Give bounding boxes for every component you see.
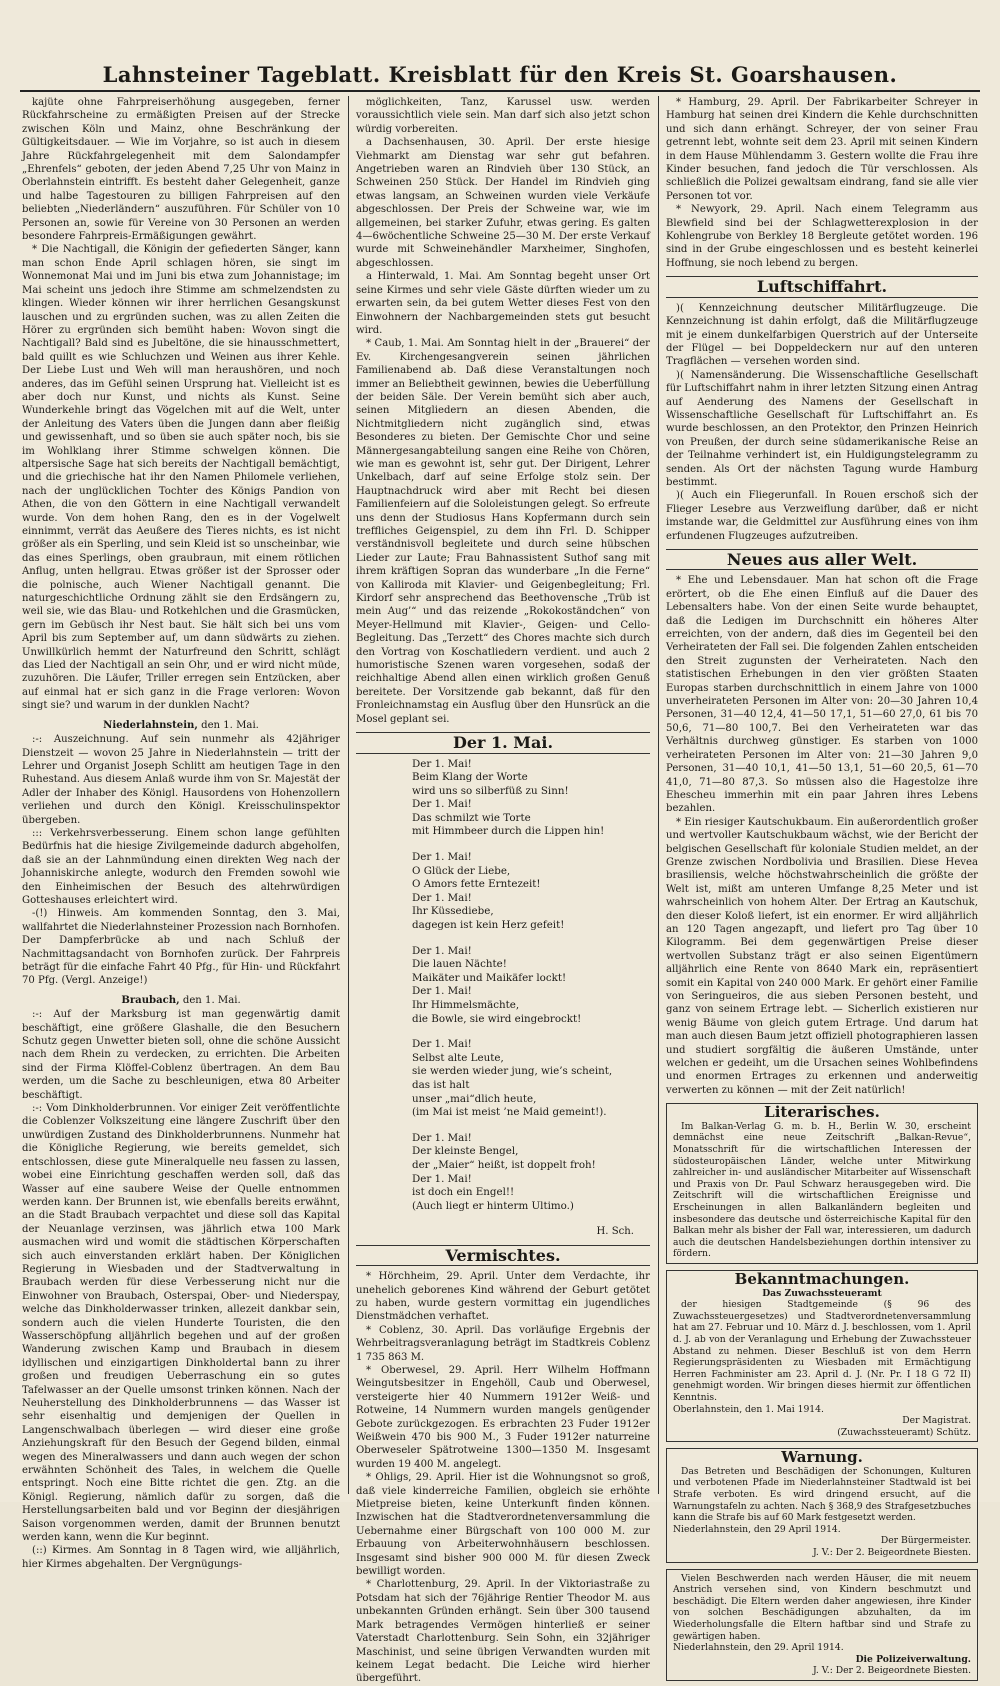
poem-line: das ist halt — [412, 1078, 470, 1091]
article-hoerchheim: * Hörchheim, 29. April. Unter dem Verdachte, ihr unehelich geborenes Kind während der Geburt getötet zu haben, wurde gestern vormittag ein jugendliches Dienstmädchen verhaftet. — [356, 1271, 650, 1323]
literary-notice — [666, 1103, 978, 1264]
police-signatory: J. V.: Der 2. Beigeordnete Biesten. — [812, 1665, 971, 1677]
announcement-office: Der Magistrat. — [902, 1415, 971, 1427]
article-namensaenderung: )( Namensänderung. Die Wissenschaftliche Gesellschaft für Luftschiffahrt nahm in ihrer letzten Sitzung einen Antrag auf Aenderung des Namens der Gesellschaft in Wissenschaftliche Gesellschaft für Luftschiffahrt an. Es wurde beschlossen, an den Protektor, den Prinzen Heinrich von Preußen, der durch seine südamerikanische Reise an der Teilnahme verhindert ist, ein Huldigungstelegramm zu senden. Als Ort der nächsten Tagung wurde Hamburg bestimmt. — [666, 369, 978, 488]
article-charlottenburg: * Charlottenburg, 29. April. In der Viktoriastraße zu Potsdam hat sich der 76jährige Rentier Theodor M. aus unbekannten Gründen erhängt. Sein über 300 tausend Mark betragendes Vermögen hinterließ er seiner Vaterstadt Charlottenburg. Sein Sohn, ein 32jähriger Maschinist, und seine übrigen Verwandten wurden mit keinem Legat bedacht. Die Leiche wird hierher übergeführt. — [356, 1579, 650, 1685]
article-caub: * Caub, 1. Mai. Am Sonntag hielt in der „Brauerei“ der Ev. Kirchengesangverein seinen jährlichen Familienabend ab. Daß diese Veranstaltungen noch immer an Beliebtheit gewinnen, bewies die Ueberfüllung der beiden Säle. Der Verein bemüht sich aber auch, seinen Mitgliedern an diesen Abenden, die Nichtmitgliedern nicht zugänglich sind, etwas Besonderes zu bieten. Der Gemischte Chor und seine Männergesangabteilung sangen eine Reihe von Chören, wie man es gewohnt ist, sehr gut. Der Dirigent, Lehrer Unkelbach, darf auf seine Erfolge stolz sein. Der Hauptnachdruck wird aber mit Recht bei diesen Familienfeiern auf die Sololeistungen gelegt. So erfreute uns denn der Studiosus Hans Kopfermann durch sein treffliches Geigenspiel, zu dem ihn Frl. D. Schipper verständnisvoll begleitete und durch seine hübschen Lieder zur Laute; Frau Bahnassistent Suthof sang mit ihrem kräftigen Sopran das wunderbare „In die Ferne“ von Kalliroda mit Klavier- und Geigenbegleitung; Frl. Kirdorf sehr ansprechend das Beethovensche „Trüb ist mein Aug’“ und das reizende „Rokokoständchen“ von Meyer-Hellmund mit Klavier-, Geigen- und Cello-Begleitung. Das „Terzett“ des Chores machte sich durch den Vortrag von Koschatliedern verdient. und auch 2 humoristische Szenen waren vorgesehen, sodaß der reichhaltige Abend allen einen wirklich großen Genuß bereitete. Der Vorsitzende gab bekannt, daß für den Fronleichnamstag ein Ausflug über den Hunsrück an die Mosel geplant sei. — [356, 338, 650, 725]
column-3 — [666, 96, 978, 1677]
poem-line: Der 1. Mai! — [412, 798, 472, 811]
article-oberwesel: * Oberwesel, 29. April. Herr Wilhelm Hoffmann Weingutsbesitzer in Engehöll, Caub und Oberwesel, versteigerte hier 40 Nummern 1912er Weiß- und Rotweine, 14 Nummern wurden mangels genügender Gebote zurückgezogen. Es erbrachten 23 Fuder 1912er Weißwein 470 bis 900 M., 3 Fuder 1912er naturreine Oberweseler Spätrotweine 1300—1350 M. Insgesamt wurden 19 400 M. angelegt. — [356, 1364, 650, 1470]
poem-line: mit Himmbeer durch die Lippen hin! — [412, 825, 605, 838]
article-verkehr: ::: Verkehrsverbesserung. Einem schon lange gefühlten Bedürfnis hat die hiesige Zivilgemeinde dadurch abgeholfen, daß sie an der Lahnmündung einen direkten Weg nach der Johanniskirche anlegte, wodurch den Fremden sowohl wie den Einheimischen der Besuch des altehrwürdigen Gotteshauses erleichtert wird. — [22, 827, 340, 906]
article-hinterwald: a Hinterwald, 1. Mai. Am Sonntag begeht unser Ort seine Kirmes und sehr viele Gäste dürften wieder um zu erwarten sein, da bei gutem Wetter dieses Fest von den Einwohnern der Nachbargemeinden stets gut besucht wird. — [356, 271, 650, 336]
police-place-date: Niederlahnstein, den 29. April 1914. — [673, 1642, 844, 1654]
poem-line: Selbst alte Leute, — [412, 1051, 504, 1064]
poem-line: Der 1. Mai! — [412, 757, 472, 770]
article-nachtigall: * Die Nachtigall, die Königin der gefiederten Sänger, kann man schon Ende April schlagen hören, sie singt im Wonnemonat Mai und im Juni bis etwa zum Johannistage; im Mai scheint uns jedoch ihre Stimme am schmelzendsten zu klingen. Wieder können wir ihrer herrlichen Gesangskunst lauschen und zu ergründen suchen, was zu allen Zeiten die Hörer zu ergründen sich bemüht haben: Wovon singt die Nachtigall? Bald sind es Jubeltöne, die sie hinausschmettert, bald quillt es wie Schluchzen und Weinen aus ihrer Kehle. Der Liebe Lust und Weh will man heraushören, und noch anderes, das im Gefühl seinen Ursprung hat. Vielleicht ist es aber doch nur Kunst, und nichts als Kunst. Seine Wunderkehle bringt das Vögelchen mit auf die Welt, unter der Anleitung des Vaters üben die Jungen dann aber fleißig und gewissenhaft, und so üben sie auch später noch, bis sie im Wohlklang ihrer Stimme schwelgen können. Die altpersische Sage hat sich bereits der Nachtigall bemächtigt, und die griechische hat ihr den Namen Philomele verliehen, nach der unglücklichen Tochter des Königs Pandion von Athen, die von den Göttern in eine Nachtigall verwandelt wurde. Von dem hohen Rang, den es in der Vogelwelt einnimmt, verrät das Aeußere des Tieres nichts, es ist nicht größer als ein Sperling, und sein Kleid ist so unscheinbar, wie das eines Sperlings, oben graubraun, mit einem rötlichen Anflug, unten hellgrau. Etwas größer ist der Sprosser oder die polnische, auch Wiener Nachtigall genannt. Die naturgeschichtliche Ordnung zählt sie den Erdsängern zu, weil sie, wie das Blau- und Rotkehlchen und die Grasmücken, gern im Gebüsch ihr Nest baut. Sie hält sich bei uns vom April bis zum September auf, um dann südwärts zu ziehen. Unwillkürlich hemmt der Naturfreund den Schritt, schlägt das Lied der Nachtigall an sein Ohr, und er wird nicht müde, zuzuhören. Die Läufer, Triller erregen sein Entzücken, aber auf einmal hat er sich ganz in die Frage verloren: Wovon singt sie? und warum in der dunklen Nacht? — [22, 244, 340, 712]
dateline-niederlahnstein — [22, 719, 340, 732]
dateline-braubach — [22, 994, 340, 1007]
poem-line: Ihr Himmelsmächte, — [412, 999, 520, 1011]
column-2 — [356, 96, 650, 1685]
poem — [412, 758, 650, 1214]
article-marksburg: :-: Auf der Marksburg ist man gegenwärtig damit beschäftigt, eine größere Glashalle, die den Besuchern Schutz gegen Unwetter bieten soll, ohne die schöne Aussicht nach dem Rhein zu verdecken, zu errichten. Die Arbeiten sind der Firma Klöffel-Coblenz übertragen. An dem Bau werden, um die Sache zu beschleunigen, etwa 80 Arbeiter beschäftigt. — [22, 1009, 340, 1101]
announcement-text: der hiesigen Stadtgemeinde (§ 96 des Zuwachssteuergesetzes) und Stadtverordnetenversammlung hat am 27. Februar und 10. März d. J. beschlossen, vom 1. April d. J. ab von der Veranlagung und Erhebung der Zuwachssteuer Abstand zu nehmen. Dieser Beschluß ist von dem Herrn Regierungspräsidenten zu Wiesbaden mit Ermächtigung Herren Fachminister am 23. April d. J. (Nr. Pr. I 18 G 72 II) genehmigt worden. Wir bringen dieses hiermit zur öffentlichen Kenntnis. — [673, 1299, 971, 1403]
masthead-rule — [20, 90, 980, 92]
article-ehe-lebensdauer: * Ehe und Lebensdauer. Man hat schon oft die Frage erörtert, ob die Ehe einen Einfluß auf die Dauer des Lebensalters habe. Von der einen Seite wurde behauptet, daß die Ledigen im Durchschnitt ein höheres Alter erreichten, von der andern, daß dies im Gegenteil bei den Verheirateten der Fall sei. Die folgenden Zahlen entscheiden den Streit zugunsten der Verheirateten. Nach den statistischen Erhebungen in den vier größten Staaten Europas starben durchschnittlich in einem Jahre von 1000 unverheirateten Personen im Alter von: 20—30 Jahren 10,4 Personen, 31—40 12,4, 41—50 17,1, 51—60 27,0, 61 bis 70 50,6, 71—80 100,7. Bei den Verheirateten war das Verhältnis durchweg günstiger. Es starben von 1000 verheirateten Personen im Alter von: 21—30 Jahren 9,0 Personen, 31—40 10,1, 41—50 13,1, 51—60 20,5, 61—70 41,0, 71—80 87,3. So müssen also die Hagestolze ihre Ehescheu immerhin mit ein paar Jahren ihres Lebens bezahlen. — [666, 575, 978, 815]
section-heading-luftschiffahrt: Luftschiffahrt. — [666, 276, 978, 297]
warning-signatory: J. V.: Der 2. Beigeordnete Biesten. — [812, 1547, 971, 1559]
poem-line: dagegen ist kein Herz gefeit! — [412, 919, 565, 932]
police-text: Vielen Beschwerden nach werden Häuser, die mit neuem Anstrich versehen sind, von Kindern beschmutzt und beschädigt. Die Eltern werden daher angewiesen, ihre Kinder von solchen Beschädigungen abzuhalten, da im Wiederholungsfalle die Eltern haftbar sind und Strafe zu gewärtigen haben. — [673, 1572, 971, 1642]
dateline-place: Braubach, — [121, 994, 180, 1006]
article-dinkholderbrunnen: :-: Vom Dinkholderbrunnen. Vor einiger Zeit veröffentlichte die Coblenzer Volkszeitung eine längere Zuschrift über den unwürdigen Zustand des Dinkholderbrunnens. Nunmehr hat die Königliche Regierung, wie bereits gemeldet, sich entschlossen, diese gute Mineralquelle neu fassen zu lassen, wobei eine Einrichtung geschaffen werden soll, daß das Wasser auf eine saubere Weise der Quelle entnommen werden kann. Der Brunnen ist, wie ebenfalls bereits erwähnt, an die Stadt Braubach verpachtet und diese soll das Kapital der Neuanlage verzinsen, was jährlich etwa 100 Mark ausmachen wird und womit die städtischen Körperschaften sich auch einverstanden erklärt haben. Der Königlichen Regierung in Wiesbaden und der Stadtverwaltung in Braubach werden für diese Verbesserung nicht nur die Einwohner von Braubach, Osterspai, Ober- und Niederspay, welche das Dinkholderwasser trinken, allezeit dankbar sein, sondern auch die vielen Hunderte Touristen, die den Wasserschöpfung alljährlich begehen und auf der großen Wanderung zwischen Kamp und Braubach in diesem idyllischen und einzigartigen Dinkholdertal bann zu ihrer großen und freudigen Ueberraschung ein so gutes Tafelwasser an der Quelle umsonst trinken können. Nach der Neuherstellung des Dinkholderbrunnens — das Wasser ist sehr eisenhaltig und demjenigen der Quellen in Langenschwalbach überlegen — wird dieser eine große Anziehungskraft für den Besuch der Gegend bilden, einmal wegen des Mineralwassers und dann auch wegen der schon erwähnten Schönheit des Tales, in welchem die Quelle entspringt. Noch eine Bitte richtet die gen. Ztg. an die Königl. Regierung, nämlich dafür zu sorgen, daß die Herstellungsarbeiten bald und vor Beginn der diesjährigen Saison vorgenommen werden, damit der Brunnen benutzt werden kann, wenn die Kur beginnt. — [22, 1103, 340, 1544]
column-divider-1 — [348, 96, 349, 1494]
masthead: Lahnsteiner Tageblatt. Kreisblatt für den Kreis St. Goarshausen. — [102, 62, 898, 87]
poem-line: Der 1. Mai! — [412, 851, 472, 864]
police-office: Die Polizeiverwaltung. — [855, 1653, 971, 1665]
poem-line: Der 1. Mai! — [412, 985, 472, 998]
poem-stanza — [412, 758, 650, 840]
poem-line: Die lauen Nächte! — [412, 958, 507, 971]
poem-line: Der 1. Mai! — [412, 891, 472, 904]
poem-stanza — [412, 1132, 650, 1214]
poem-title: Der 1. Mai. — [356, 732, 650, 753]
article-ohligs: * Ohligs, 29. April. Hier ist die Wohnungsnot so groß, daß viele kinderreiche Familien, obgleich sie erhöhte Mietpreise bieten, keine Unterkunft finden können. Inzwischen hat die Stadtverordnetenversammlung die Uebernahme einer Bürgschaft von 100 000 M. zur Erbauung von Arbeiterwohnhäusern beschlossen. Insgesamt sind bisher 900 000 M. für diesen Zweck bewilligt worden. — [356, 1472, 650, 1578]
warning-office: Der Bürgermeister. — [880, 1535, 971, 1547]
poem-line: Der 1. Mai! — [412, 1131, 472, 1144]
poem-line: der „Maier“ heißt, ist doppelt froh! — [412, 1158, 596, 1171]
poem-stanza — [412, 1038, 650, 1120]
warning-notice — [666, 1448, 978, 1562]
poem-line: O Amors fette Erntezeit! — [412, 878, 541, 891]
dateline-place: Niederlahnstein, — [103, 719, 198, 731]
poem-line: Das schmilzt wie Torte — [412, 811, 531, 824]
poem-line: ist doch ein Engel!! — [412, 1186, 515, 1199]
poem-line: (im Mai ist meist ’ne Maid gemeint!). — [412, 1106, 607, 1119]
article-coblenz: * Coblenz, 30. April. Das vorläufige Ergebnis der Wehrbeitragsveranlagung beträgt im Stadtkreis Coblenz 1 735 863 M. — [356, 1324, 650, 1363]
dateline-date: den 1. Mai. — [201, 719, 259, 731]
poem-line: Der 1. Mai! — [412, 1172, 472, 1185]
article-dachsenhausen: a Dachsenhausen, 30. April. Der erste hiesige Viehmarkt am Dienstag war sehr gut befahren. Angetrieben waren an Rindvieh über 130 Stück, an Schweinen 250 Stück. Der Handel im Rindvieh ging etwas langsam, an Schweinen wurden viele Verkäufe abgeschlossen. Der Preis der Schweine war, wie im allgemeinen, bei starker Zufuhr, etwas gering. Es galten 4—6wöchentliche Schweine 25—30 M. Der erste Verkauf wurde mit Schweinehändler Marxheimer, Singhofen, abgeschlossen. — [356, 137, 650, 269]
article-newyork: * Newyork, 29. April. Nach einem Telegramm aus Blewfield sind bei der Schlagwetterexplosion in der Kohlengrube von Berkley 18 Bergleute getötet worden. 196 sind in der Grube eingeschlossen und es besteht keinerlei Hoffnung, sie noch lebend zu bergen. — [666, 204, 978, 269]
poem-line: O Glück der Liebe, — [412, 864, 511, 877]
poem-stanza — [412, 945, 650, 1027]
column-1 — [22, 96, 340, 1570]
poem-line: sie werden wieder jung, wie’s scheint, — [412, 1065, 613, 1078]
section-heading-bekanntmachungen: Bekanntmachungen. — [734, 1269, 910, 1288]
police-notice — [666, 1569, 978, 1681]
poem-line: Ihr Küssediebe, — [412, 905, 494, 918]
section-heading-neues-aus-aller-welt: Neues aus aller Welt. — [666, 549, 978, 570]
poem-line: Der kleinste Bengel, — [412, 1145, 519, 1158]
section-heading-warnung: Warnung. — [781, 1448, 863, 1467]
literary-text: Im Balkan-Verlag G. m. b. H., Berlin W. 30, erscheint demnächst eine neue Zeitschrift „Balkan-Revue“, Monatsschrift für die wirtschaftlichen Interessen der südosteuropäischen Länder, welche unter Mitwirkung zahlreicher in- und ausländischer Mitarbeiter auf Wissenschaft und Praxis von Dr. Paul Schwarz herausgegeben wird. Die Zeitschrift will die wirtschaftlichen Ereignisse und Erscheinungen in allen Balkanländern begleiten und insbesondere das deutsche und österreichische Kapital für den Balkan mehr als bisher der Fall war, interessieren, um dadurch auch die deutschen Handelsbeziehungen dorthin intensiver zu fördern. — [673, 1120, 971, 1260]
article-kirmes: (::) Kirmes. Am Sonntag in 8 Tagen wird, wie alljährlich, hier Kirmes abgehalten. Der Vergnügungs- — [22, 1545, 340, 1570]
poem-line: Der 1. Mai! — [412, 944, 472, 957]
poem-line: die Bowle, sie wird eingebrockt! — [412, 1012, 582, 1025]
section-heading-literarisches: Literarisches. — [764, 1103, 880, 1122]
article-hinweis: -(!) Hinweis. Am kommenden Sonntag, den 3. Mai, wallfahrtet die Niederlahnsteiner Prozession nach Bornhofen. Der Dampferbrücke ab und nach Schluß der Nachmittagsandacht von Bornhofen zurück. Der Fahrpreis beträgt für die einfache Fahrt 40 Pfg., für Hin- und Rückfahrt 70 Pfg. (Vergl. Anzeige!) — [22, 908, 340, 987]
article-hamburg: * Hamburg, 29. April. Der Fabrikarbeiter Schreyer in Hamburg hat seinen drei Kindern die Kehle durchschnitten und sich dann erhängt. Schreyer, der von seiner Frau getrennt lebt, wohnte seit dem 23. April mit seinen Kindern in dem Hause Mühlendamm 3. Gestern wollte die Frau ihre Kinder besuchen, fand jedoch die Tür verschlossen. Als schließlich die Polizei gewaltsam eindrang, fand sie alle vier Personen tot vor. — [666, 97, 978, 202]
section-heading-vermischtes: Vermischtes. — [356, 1245, 650, 1266]
article-fliegerunfall: )( Auch ein Fliegerunfall. In Rouen erschoß sich der Flieger Lesebre aus Verzweiflung darüber, daß er nicht imstande war, die Geldmittel zur Ausführung eines von ihm erfundenen Flugzeuges aufzutreiben. — [666, 490, 978, 542]
article-kautschukbaum: * Ein riesiger Kautschukbaum. Ein außerordentlich großer und wertvoller Kautschukbaum wächst, wie der Bericht der belgischen Gesellschaft für koloniale Studien meldet, an der Grenze zwischen Nordbolivia und Brasilien. Diese Hevea brasiliensis, welche höchstwahrscheinlich die größte der Welt ist, mißt am unteren Umfange 8,25 Meter und ist wahrscheinlich von hohem Alter. Der Ertrag an Kautschuk, den dieser Koloß liefert, ist ein enormer. Er wird alljährlich an 120 Tagen angezapft, und liefert pro Tag über 10 Kilogramm. Bei dem gegenwärtigen Preise dieser wertvollen Substanz trägt er also seinen Eigentümern alljährlich eine Rente von 8640 Mark ein, repräsentiert somit ein Kapital von 240 000 Mark. Er gehört einer Familie von Seringueiros, die aus sieben Personen besteht, und ganz von seinem Ertrage lebt. — Sicherlich existieren nur wenig Bäume von gleich gutem Ertrage. Und darum hat man auch diesen Baum jetzt offiziell photographieren lassen und studiert sorgfältig die äußeren Umstände, unter welchen er gedeiht, um die Ursachen seines Wohlbefindens und enormen Ertrages zu erkennen und anderweitig verwerten zu können — mit der Zeit natürlich! — [666, 816, 978, 1096]
poem-line: wird uns so silberfüß zu Sinn! — [412, 784, 569, 797]
announcement-place-date: Oberlahnstein, den 1. Mai 1914. — [673, 1403, 824, 1415]
poem-line: (Auch liegt er hinterm Ultimo.) — [412, 1199, 574, 1212]
poem-signature: H. Sch. — [596, 1226, 634, 1238]
article-paragraph: möglichkeiten, Tanz, Karussel usw. werden voraussichtlich viele sein. Man darf sich also jetzt schon würdig vorbereiten. — [356, 97, 650, 135]
poem-line: Maikäter und Maikäfer lockt! — [412, 971, 567, 984]
warning-place-date: Niederlahnstein, den 29 April 1914. — [673, 1523, 841, 1535]
announcement-heading: Das Zuwachssteueramt — [762, 1287, 882, 1299]
poem-line: unser „mai“dlich heute, — [412, 1092, 537, 1105]
article-paragraph: kajüte ohne Fahrpreiserhöhung ausgegeben, ferner Rückfahrscheine zu ermäßigten Preisen auf der Strecke zwischen Köln und Mainz, ohne Beschränkung der Gültigkeitsdauer. — Wie im Vorjahre, so ist auch in diesem Jahre Rückfahrgelegenheit mit dem Salondampfer „Ehrenfels“ geboten, der jeden Abend 7,25 Uhr von Mainz in Oberlahnstein eintrifft. Es besteht daher Gelegenheit, ganze und halbe Tagestouren zu billigen Fahrpreisen auf den beliebten „Niederländern“ auszuführen. Für Schüler von 10 Personen an, sowie für Vereine von 30 Personen an werden besondere Fahrpreis-Ermäßigungen gewährt. — [22, 97, 340, 243]
announcement-notice — [666, 1270, 978, 1442]
article-auszeichnung: :-: Auszeichnung. Auf sein nunmehr als 42jähriger Dienstzeit — wovon 25 Jahre in Niederlahnstein — tritt der Lehrer und Organist Joseph Schlitt am heutigen Tage in den Ruhestand. Aus diesem Anlaß wurde ihm von Sr. Majestät der Adler der Inhaber des Königl. Hausordens von Hohenzollern verliehen und durch den Königl. Kreisschulinspektor übergeben. — [22, 734, 340, 826]
poem-stanza — [412, 851, 650, 933]
dateline-date: den 1. Mai. — [182, 994, 241, 1006]
poem-line: Beim Klang der Worte — [412, 771, 528, 784]
announcement-signatory: (Zuwachssteueramt) Schütz. — [837, 1426, 971, 1438]
column-divider-2 — [658, 96, 659, 1494]
warning-text: Das Betreten und Beschädigen der Schonungen, Kulturen und verbotenen Pfade im Niederlahnsteiner Stadtwald ist bei Strafe verboten. Es wird dringend ersucht, auf die Warnungstafeln zu achten. Nach § 368,9 des Strafgesetzbuches kann die Strafe bis auf 60 Mark festgesetzt werden. — [673, 1465, 971, 1524]
article-kennzeichnung: )( Kennzeichnung deutscher Militärflugzeuge. Die Kennzeichnung ist dahin erfolgt, daß die Militärflugzeuge mit je einem dunkelfarbigen Querstrich auf der Unterseite der Flügel — bei Doppeldeckern nur auf den unteren Tragflächen — versehen worden sind. — [666, 302, 978, 368]
poem-line: Der 1. Mai! — [412, 1038, 472, 1051]
